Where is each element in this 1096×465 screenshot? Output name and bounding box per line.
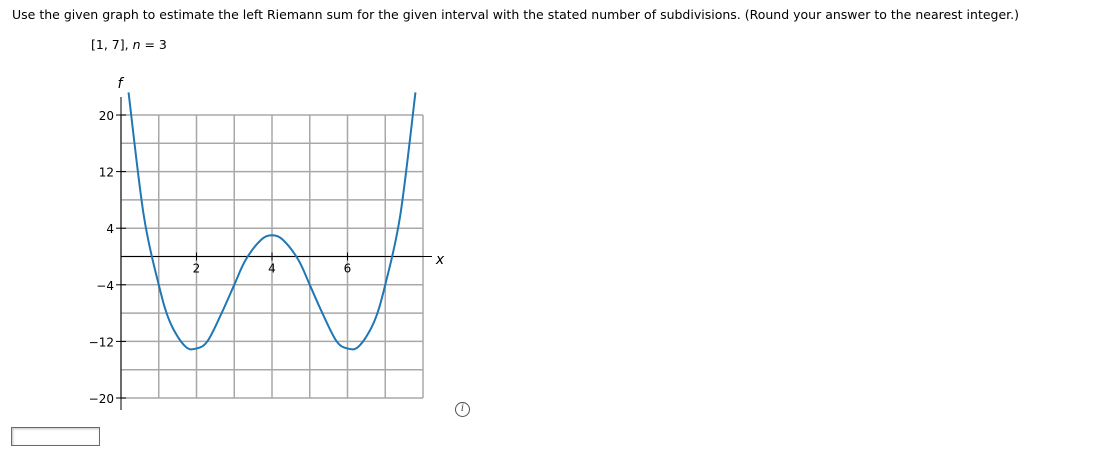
- tick-labels: [89, 109, 352, 406]
- y-tick-label: −20: [88, 392, 114, 406]
- answer-input[interactable]: [11, 427, 100, 446]
- y-tick-label: −12: [88, 335, 114, 350]
- y-tick-label: 20: [98, 109, 114, 123]
- y-tick-label: 4: [106, 222, 114, 237]
- n-value: = 3: [140, 37, 167, 52]
- x-tick-label: 4: [268, 261, 276, 276]
- x-axis-label: x: [435, 252, 445, 268]
- x-tick-label: 6: [343, 261, 352, 276]
- y-tick-label: −4: [96, 278, 114, 293]
- info-icon[interactable]: i: [455, 402, 470, 417]
- y-tick-label: 12: [98, 165, 114, 180]
- n-variable: n: [132, 37, 141, 52]
- x-tick-label: 2: [192, 261, 201, 276]
- y-axis-label: f: [117, 76, 123, 92]
- question-prompt: Use the given graph to estimate the left Riemann sum for the given interval with the stated number of subdivisions. (Round your answer to the nearest integer.): [12, 7, 1020, 22]
- interval-text: [1, 7],: [91, 37, 133, 52]
